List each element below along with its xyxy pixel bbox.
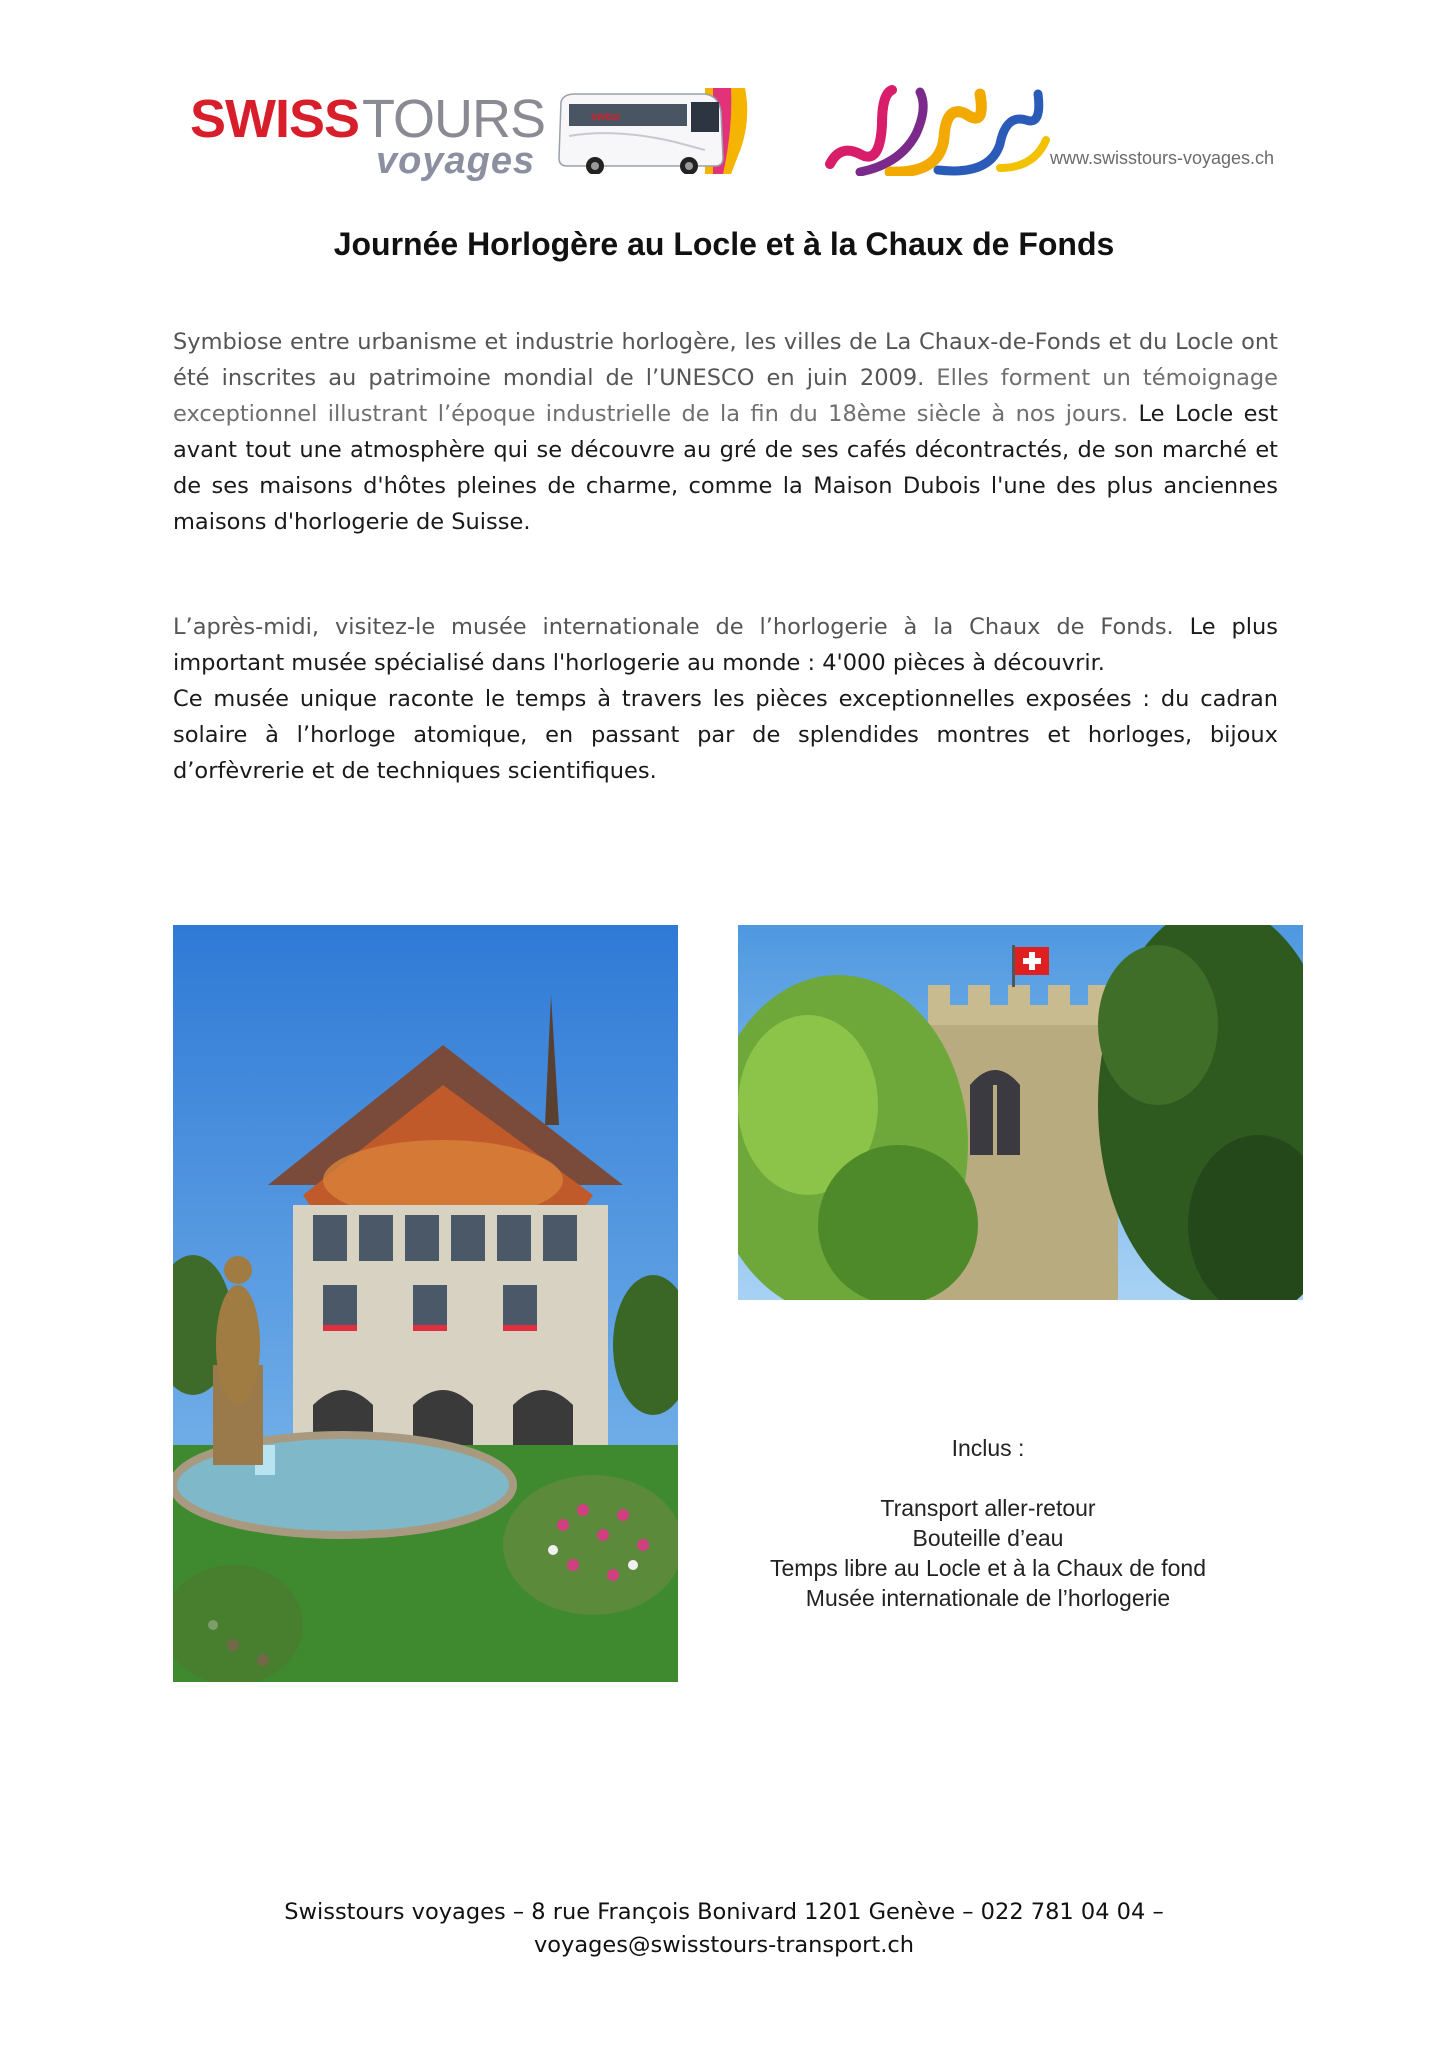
intro-paragraph (173, 324, 1278, 540)
logo-voyages-text: voyages (376, 140, 536, 182)
included-heading: Inclus : (951, 1435, 1025, 1461)
ribbon-swirl-image (820, 84, 1080, 176)
footer-contact (0, 1896, 1448, 1962)
intro-locle-text: Le Locle est avant tout une atmosphère qui se découvre au gré de ses cafés décontractés, de son marché et de ses maisons d'hôtes pleines de charme, comme la Maison Dubois l'une des plus anciennes maisons d'horlogerie de Suisse. (173, 401, 1278, 535)
logo-tours-text: TOURS (362, 89, 546, 149)
afternoon-museum-text: Le plus important musée spécialisé dans l'horlogerie au monde : 4'000 pièces à découvrir. (173, 614, 1278, 676)
website-url: www.swisstours-voyages.ch (1050, 148, 1275, 168)
logo-swiss-text: SWISS (190, 89, 360, 149)
included-item: Musée internationale de l’horlogerie (805, 1585, 1171, 1611)
included-list (738, 1433, 1238, 1613)
included-item: Transport aller-retour (880, 1495, 1096, 1521)
svg-text:SWISS: SWISS (591, 112, 621, 122)
tower-castle-photo (738, 925, 1303, 1300)
included-item: Bouteille d’eau (912, 1525, 1064, 1551)
afternoon-paragraph (173, 609, 1278, 681)
footer-email: voyages@swisstours-transport.ch (533, 1932, 915, 1958)
footer-address: Swisstours voyages – 8 rue François Bonivard 1201 Genève – 022 781 04 04 – (284, 1899, 1164, 1925)
town-hall-fountain-photo (173, 925, 678, 1682)
intro-testimony-text: Elles forment un témoignage exceptionnel illustrant l’époque industrielle de la fin du 18ème siècle à nos jours. (173, 365, 1278, 427)
afternoon-visit-text: L’après-midi, visitez-le musée internationale de l’horlogerie à la Chaux de Fonds. (173, 614, 1174, 640)
swisstours-logo (190, 88, 546, 182)
museum-paragraph: Ce musée unique raconte le temps à travers les pièces exceptionnelles exposées : du cadran solaire à l’horloge atomique, en passant par de splendides montres et horloges, bijoux d’orfèvrerie et de techniques scientifiques. (173, 686, 1278, 784)
coach-bus-image (555, 88, 755, 174)
page-title: Journée Horlogère au Locle et à la Chaux de Fonds (333, 226, 1115, 262)
included-item: Temps libre au Locle et à la Chaux de fond (770, 1555, 1206, 1581)
intro-unesco-text: Symbiose entre urbanisme et industrie horlogère, les villes de La Chaux-de-Fonds et du Locle ont été inscrites au patrimoine mondial de l’UNESCO en juin 2009. (173, 329, 1278, 391)
